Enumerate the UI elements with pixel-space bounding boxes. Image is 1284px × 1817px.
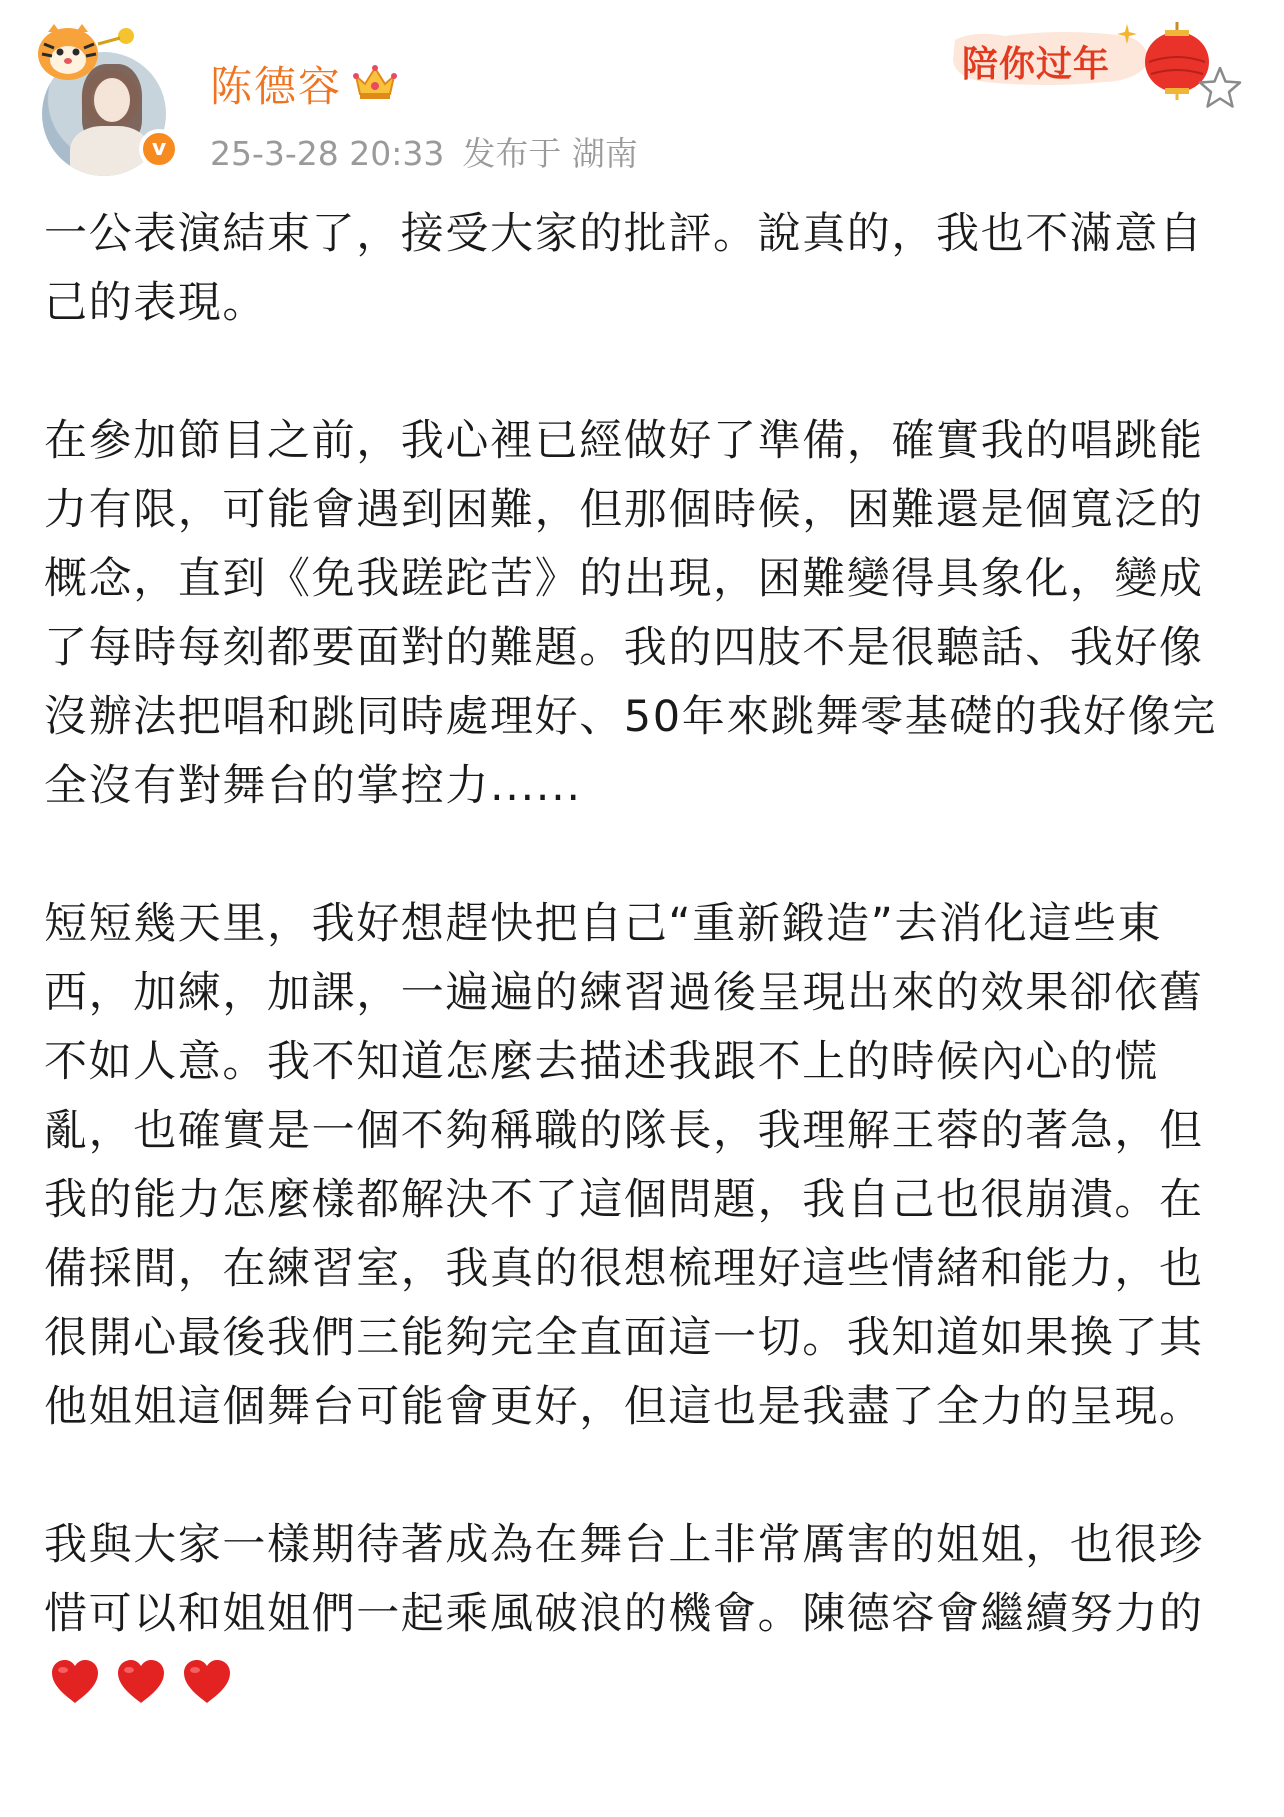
post-paragraph: 短短幾天里，我好想趕快把自己“重新鍛造”去消化這些東西，加練，加課，一遍遍的練習過後呈現出來的效果卻依舊不如人意。我不知道怎麼去描述我跟不上的時候內心的慌亂，也確實是一個不夠稱職的隊長，我理解王蓉的著急，但我的能力怎麼樣都解決不了這個問題，我自己也很崩潰。在備採間，在練習室，我真的很想梳理好這些情緒和能力，也很開心最後我們三能夠完全直面這一切。我知道如果換了其他姐姐這個舞台可能會更好，但這也是我盡了全力的呈現。 xyxy=(44,899,1204,1432)
crown-badge-icon[interactable] xyxy=(352,60,398,102)
star-icon[interactable] xyxy=(1196,64,1244,112)
post-body xyxy=(44,200,1244,1718)
post-header xyxy=(0,0,1284,173)
post-timestamp: 25-3-28 20:33 xyxy=(210,134,445,173)
avatar[interactable] xyxy=(30,14,180,164)
post-paragraph: 一公表演結束了，接受大家的批評。說真的，我也不滿意自己的表現。 xyxy=(44,209,1204,328)
verified-badge-icon: v xyxy=(139,129,179,169)
banner-text: 陪你过年 xyxy=(962,44,1111,85)
username[interactable]: 陈德容 xyxy=(210,62,343,111)
post-paragraph: 在參加節目之前，我心裡已經做好了準備，確實我的唱跳能力有限，可能會遇到困難，但那個時候，困難還是個寬泛的概念，直到《免我蹉跎苦》的出現，困難變得具象化，變成了每時每刻都要面對的難題。我的四肢不是很聽話、我好像沒辦法把唱和跳同時處理好、50年來跳舞零基礎的我好像完全沒有對舞台的掌控力...... xyxy=(44,416,1217,811)
heart-icon xyxy=(48,1657,102,1705)
post-location: 发布于 湖南 xyxy=(462,134,638,173)
post-paragraph-final-text: 我與大家一樣期待著成為在舞台上非常厲害的姐姐，也很珍惜可以和姐姐們一起乘風破浪的機會。陳德容會繼續努力的 xyxy=(44,1520,1204,1639)
heart-icon xyxy=(114,1657,168,1705)
tiger-pendant-icon xyxy=(30,14,140,94)
post-paragraph-final xyxy=(44,1511,1244,1718)
post-meta xyxy=(210,128,638,175)
heart-icon xyxy=(180,1657,234,1705)
